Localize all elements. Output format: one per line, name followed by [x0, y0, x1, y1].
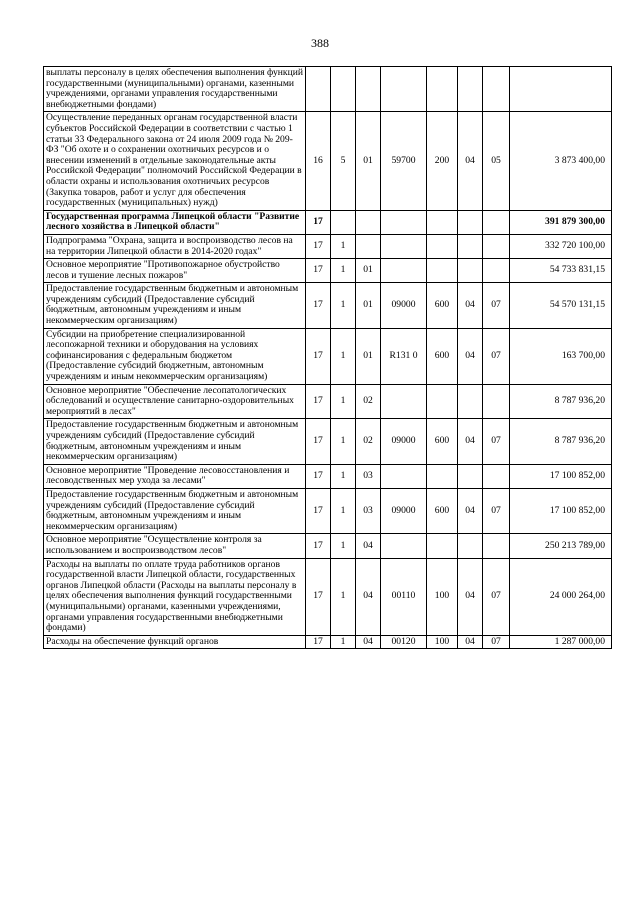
subsection-cell: 07 [483, 419, 510, 464]
section-cell [458, 464, 483, 488]
expense-type-cell: 200 [427, 112, 458, 210]
table-row [44, 210, 612, 234]
subprogram-cell: 02 [356, 419, 381, 464]
table-row [44, 534, 612, 558]
subprogram-cell [356, 210, 381, 234]
program-cell: 1 [331, 234, 356, 258]
section-cell: 04 [458, 558, 483, 635]
direction-cell: 00110 [381, 558, 427, 635]
expense-type-cell [427, 384, 458, 419]
subprogram-cell: 04 [356, 558, 381, 635]
subsection-cell [483, 234, 510, 258]
expense-type-cell [427, 534, 458, 558]
ministry-code-cell [306, 67, 331, 112]
program-cell: 1 [331, 558, 356, 635]
direction-cell: 00120 [381, 635, 427, 649]
ministry-code-cell: 17 [306, 464, 331, 488]
program-cell: 5 [331, 112, 356, 210]
direction-cell: 59700 [381, 112, 427, 210]
table-row [44, 384, 612, 419]
row-name-cell: Предоставление государственным бюджетным и автономным учреждениям субсидий (Предоставление субсидий бюджетным, автономным учреждениям и иным некоммерческим организациям) [44, 283, 306, 328]
amount-cell: 8 787 936,20 [510, 384, 612, 419]
subsection-cell: 07 [483, 558, 510, 635]
section-cell: 04 [458, 488, 483, 533]
expense-type-cell [427, 259, 458, 283]
table-row [44, 283, 612, 328]
table-row [44, 234, 612, 258]
subprogram-cell: 01 [356, 328, 381, 384]
expense-type-cell: 600 [427, 328, 458, 384]
ministry-code-cell: 17 [306, 419, 331, 464]
section-cell: 04 [458, 283, 483, 328]
subprogram-cell: 02 [356, 384, 381, 419]
table-row [44, 635, 612, 649]
ministry-code-cell: 16 [306, 112, 331, 210]
program-cell: 1 [331, 419, 356, 464]
row-name-cell: Основное мероприятие "Противопожарное обустройство лесов и тушение лесных пожаров" [44, 259, 306, 283]
expense-type-cell: 600 [427, 488, 458, 533]
section-cell: 04 [458, 419, 483, 464]
amount-cell: 24 000 264,00 [510, 558, 612, 635]
ministry-code-cell: 17 [306, 283, 331, 328]
subprogram-cell: 04 [356, 635, 381, 649]
expense-type-cell [427, 234, 458, 258]
subprogram-cell: 01 [356, 259, 381, 283]
ministry-code-cell: 17 [306, 384, 331, 419]
amount-cell: 332 720 100,00 [510, 234, 612, 258]
row-name-cell: Государственная программа Липецкой области "Развитие лесного хозяйства в Липецкой области" [44, 210, 306, 234]
program-cell: 1 [331, 384, 356, 419]
program-cell: 1 [331, 328, 356, 384]
table-row [44, 464, 612, 488]
table-row [44, 558, 612, 635]
row-name-cell: Подпрограмма "Охрана, защита и воспроизводство лесов на на территории Липецкой области в 2014-2020 годах" [44, 234, 306, 258]
row-name-cell: Расходы на обеспечение функций органов [44, 635, 306, 649]
subprogram-cell: 03 [356, 464, 381, 488]
subsection-cell: 07 [483, 283, 510, 328]
amount-cell: 163 700,00 [510, 328, 612, 384]
program-cell: 1 [331, 283, 356, 328]
direction-cell [381, 259, 427, 283]
ministry-code-cell: 17 [306, 210, 331, 234]
table-row [44, 419, 612, 464]
ministry-code-cell: 17 [306, 488, 331, 533]
section-cell [458, 534, 483, 558]
program-cell: 1 [331, 464, 356, 488]
table-row [44, 328, 612, 384]
section-cell [458, 210, 483, 234]
expense-type-cell: 600 [427, 283, 458, 328]
direction-cell [381, 210, 427, 234]
amount-cell: 17 100 852,00 [510, 464, 612, 488]
section-cell [458, 234, 483, 258]
ministry-code-cell: 17 [306, 635, 331, 649]
row-name-cell: выплаты персоналу в целях обеспечения выполнения функций государственными (муниципальными) органами, казенными учреждениями, органами управления государственными внебюджетными фондами) [44, 67, 306, 112]
program-cell: 1 [331, 488, 356, 533]
row-name-cell: Основное мероприятие "Проведение лесовосстановления и лесоводственных мер ухода за лесами" [44, 464, 306, 488]
subsection-cell [483, 67, 510, 112]
ministry-code-cell: 17 [306, 328, 331, 384]
expense-type-cell: 100 [427, 635, 458, 649]
subsection-cell: 05 [483, 112, 510, 210]
subsection-cell: 07 [483, 635, 510, 649]
amount-cell: 250 213 789,00 [510, 534, 612, 558]
subprogram-cell: 01 [356, 112, 381, 210]
ministry-code-cell: 17 [306, 259, 331, 283]
ministry-code-cell: 17 [306, 534, 331, 558]
amount-cell: 391 879 300,00 [510, 210, 612, 234]
direction-cell: 09000 [381, 488, 427, 533]
direction-cell [381, 234, 427, 258]
program-cell [331, 67, 356, 112]
section-cell [458, 67, 483, 112]
row-name-cell: Предоставление государственным бюджетным и автономным учреждениям субсидий (Предоставление субсидий бюджетным, автономным учреждениям и иным некоммерческим организациям) [44, 419, 306, 464]
amount-cell: 3 873 400,00 [510, 112, 612, 210]
program-cell: 1 [331, 635, 356, 649]
row-name-cell: Основное мероприятие "Обеспечение лесопатологических обследований и осуществление санитарно-оздоровительных мероприятий в лесах" [44, 384, 306, 419]
subsection-cell [483, 534, 510, 558]
ministry-code-cell: 17 [306, 234, 331, 258]
subprogram-cell: 01 [356, 283, 381, 328]
expense-type-cell [427, 210, 458, 234]
direction-cell [381, 384, 427, 419]
row-name-cell: Основное мероприятие "Осуществление контроля за использованием и воспроизводством лесов" [44, 534, 306, 558]
table-row [44, 488, 612, 533]
subsection-cell [483, 384, 510, 419]
direction-cell [381, 534, 427, 558]
program-cell: 1 [331, 534, 356, 558]
section-cell [458, 259, 483, 283]
subprogram-cell [356, 234, 381, 258]
subsection-cell [483, 210, 510, 234]
amount-cell [510, 67, 612, 112]
subprogram-cell [356, 67, 381, 112]
amount-cell: 8 787 936,20 [510, 419, 612, 464]
subprogram-cell: 04 [356, 534, 381, 558]
section-cell: 04 [458, 328, 483, 384]
row-name-cell: Предоставление государственным бюджетным и автономным учреждениям субсидий (Предоставление субсидий бюджетным, автономным учреждениям и иным некоммерческим организациям) [44, 488, 306, 533]
budget-table [43, 66, 612, 649]
direction-cell [381, 464, 427, 488]
expense-type-cell: 100 [427, 558, 458, 635]
amount-cell: 1 287 000,00 [510, 635, 612, 649]
amount-cell: 17 100 852,00 [510, 488, 612, 533]
section-cell: 04 [458, 112, 483, 210]
subsection-cell [483, 464, 510, 488]
subsection-cell: 07 [483, 488, 510, 533]
row-name-cell: Осуществление переданных органам государственной власти субъектов Российской Федерации в соответствии с частью 1 статьи 33 Федерального закона от 24 июля 2009 года № 209-ФЗ "Об охоте и о сохранении охотничьих ресурсов и о внесении изменений в отдельные законодательные акты Российской Федерации" полномочий Российской Федерации в области охраны и использования охотничьих ресурсов (Закупка товаров, работ и услуг для обеспечения государственных (муниципальных) нужд) [44, 112, 306, 210]
table-row [44, 259, 612, 283]
row-name-cell: Расходы на выплаты по оплате труда работников органов государственной власти Липецкой области, государственных органов Липецкой области (Расходы на выплаты персоналу в целях обеспечения выполнения функций государственными (муниципальными) органами, казенными учреждениями, органами управления государственными внебюджетными фондами) [44, 558, 306, 635]
expense-type-cell [427, 67, 458, 112]
program-cell: 1 [331, 259, 356, 283]
table-row [44, 67, 612, 112]
subsection-cell [483, 259, 510, 283]
amount-cell: 54 570 131,15 [510, 283, 612, 328]
direction-cell: 09000 [381, 283, 427, 328]
subsection-cell: 07 [483, 328, 510, 384]
direction-cell: 09000 [381, 419, 427, 464]
expense-type-cell: 600 [427, 419, 458, 464]
direction-cell [381, 67, 427, 112]
direction-cell: R131 0 [381, 328, 427, 384]
program-cell [331, 210, 356, 234]
page-number: 388 [311, 36, 329, 50]
ministry-code-cell: 17 [306, 558, 331, 635]
expense-type-cell [427, 464, 458, 488]
subprogram-cell: 03 [356, 488, 381, 533]
amount-cell: 54 733 831,15 [510, 259, 612, 283]
table-row [44, 112, 612, 210]
row-name-cell: Субсидии на приобретение специализированной лесопожарной техники и оборудования на условиях софинансирования с федеральным бюджетом (Предоставление субсидий бюджетным, автономным учреждениям и иным некоммерческим организациям) [44, 328, 306, 384]
section-cell [458, 384, 483, 419]
section-cell: 04 [458, 635, 483, 649]
